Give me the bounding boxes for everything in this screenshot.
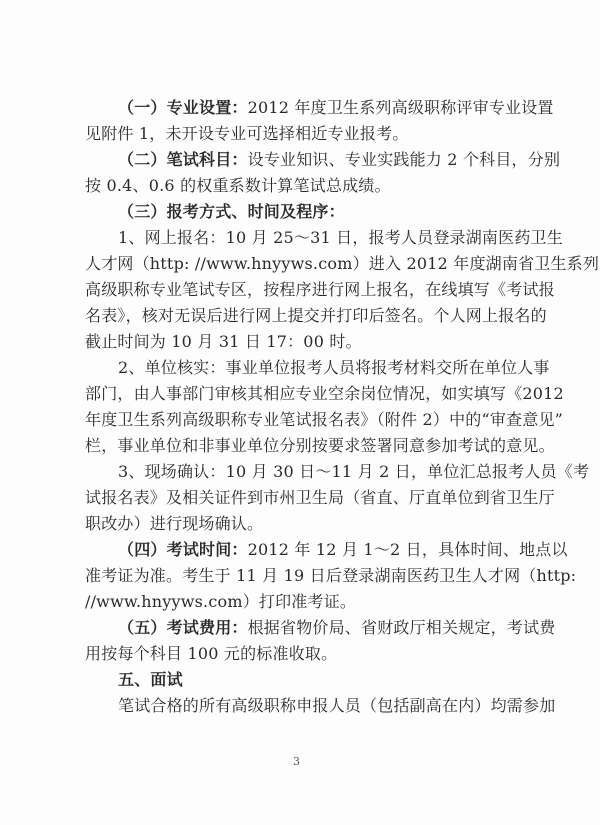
paragraph-line: 用按每个科目 100 元的标准收取。 — [85, 644, 338, 663]
paragraph-line: 按 0.4、0.6 的权重系数计算笔试总成绩。 — [85, 176, 391, 195]
paragraph-line: （一）专业设置：2012 年度卫生系列高级职称评审专业设置 — [118, 98, 554, 117]
paragraph-line: 截止时间为 10 月 31 日 17：00 时。 — [85, 332, 362, 351]
paragraph-line: 3、现场确认：10 月 30 日～11 月 2 日，单位汇总报考人员《考 — [118, 462, 590, 481]
paragraph-line: 职改办）进行现场确认。 — [85, 514, 264, 533]
paragraph-line: 见附件 1，未开设专业可选择相近专业报考。 — [85, 124, 409, 143]
section-heading: （一）专业设置： — [118, 98, 248, 117]
paragraph-line: 笔试合格的所有高级职称申报人员（包括副高在内）均需参加 — [118, 696, 556, 715]
paragraph-line: 栏，事业单位和非事业单位分别按要求签署同意参加考试的意见。 — [85, 436, 555, 455]
paragraph-line: 试报名表》及相关证件到市州卫生局（省直、厅直单位到省卫生厅 — [85, 488, 555, 507]
paragraph-line: 年度卫生系列高级职称专业笔试报名表》（附件 2）中的“审查意见” — [85, 410, 564, 429]
section-heading: （四）考试时间： — [118, 540, 248, 559]
section-heading: （二）笔试科目： — [118, 150, 248, 169]
paragraph-line: //www.hnyyws.com）打印准考证。 — [85, 592, 357, 611]
paragraph-line: 高级职称专业笔试专区，按程序进行网上报名，在线填写《考试报 — [85, 280, 555, 299]
paragraph-line: 1、网上报名：10 月 25～31 日，报考人员登录湖南医药卫生 — [118, 228, 563, 247]
paragraph-line: 人才网（http: //www.hnyyws.com）进入 2012 年度湖南省卫生系列 — [85, 254, 600, 273]
page-number: 3 — [293, 755, 300, 768]
section-heading: （三）报考方式、时间及程序： — [118, 202, 345, 221]
section-heading: （五）考试费用： — [118, 618, 248, 637]
paragraph-line: （二）笔试科目：设专业知识、专业实践能力 2 个科目，分别 — [118, 150, 561, 169]
section-heading: 五、面试 — [118, 670, 183, 689]
paragraph-line: （五）考试费用：根据省物价局、省财政厅相关规定，考试费 — [118, 618, 556, 637]
paragraph-line: （四）考试时间：2012 年 12 月 1～2 日，具体时间、地点以 — [118, 540, 568, 559]
paragraph-line: 名表》，核对无误后进行网上提交并打印后签名。个人网上报名的 — [85, 306, 547, 325]
paragraph-line: 部门，由人事部门审核其相应专业空余岗位情况，如实填写《2012 — [85, 384, 564, 403]
paragraph-line: 2、单位核实：事业单位报考人员将报考材料交所在单位人事 — [118, 358, 550, 377]
paragraph-line: 准考证为准。考生于 11 月 19 日后登录湖南医药卫生人才网（http: — [85, 566, 577, 585]
